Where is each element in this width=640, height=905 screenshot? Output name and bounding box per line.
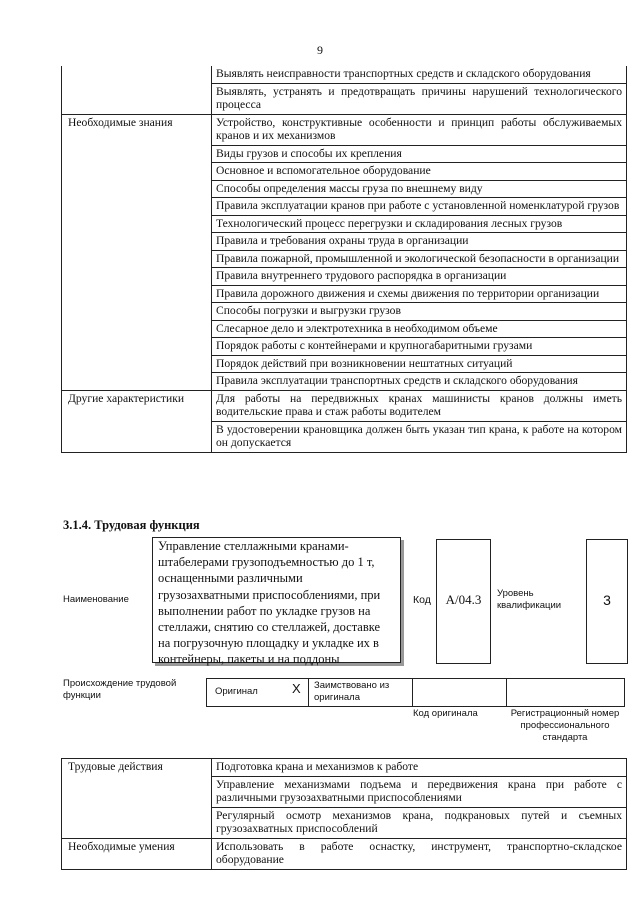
table-cell: Виды грузов и способы их крепления <box>212 145 627 163</box>
origin-box <box>206 678 625 707</box>
table-cell: Регулярный осмотр механизмов крана, подкрановых путей и съемных грузозахватных приспособлений <box>212 807 627 838</box>
table-row <box>62 114 627 145</box>
table-cell: Управление механизмами подъема и передвижения крана при работе с различными грузозахватными приспособлениями <box>212 776 627 807</box>
level-label: Уровень квалификации <box>497 588 562 611</box>
table-cell: В удостоверении крановщика должен быть указан тип крана, к работе на котором он допускается <box>212 421 627 452</box>
original-mark: X <box>292 681 301 696</box>
row-label-actions: Трудовые действия <box>62 759 212 839</box>
section-heading: 3.1.4. Трудовая функция <box>63 518 200 532</box>
page-number: 9 <box>317 43 323 57</box>
reg-number-caption: Регистрационный номер профессионального стандарта <box>510 708 620 743</box>
table-cell: Использовать в работе оснастку, инструмент, транспортно-складское оборудование <box>212 838 627 869</box>
table-row <box>62 390 627 421</box>
function-name: Управление стеллажными кранами-штабелерами грузоподъемностью до 1 т, оснащенными различными грузозахватными приспособлениями, при выполнении работ по укладке грузов на стеллажи, снятию со стеллажей, доставке на погрузочную площадку и укладке их в контейнеры, пакеты и на поддоны <box>158 539 381 667</box>
actions-table <box>61 758 627 870</box>
code-label: Код <box>413 594 431 606</box>
level-value: 3 <box>603 592 611 608</box>
table-cell: Правила и требования охраны труда в организации <box>212 233 627 251</box>
code-original-caption: Код оригинала <box>413 708 478 719</box>
table-cell: Порядок действий при возникновении нештатных ситуаций <box>212 355 627 373</box>
table-cell: Для работы на передвижных кранах машинисты кранов должны иметь водительские права и стаж работы водителем <box>212 390 627 421</box>
table-cell: Способы определения массы груза по внешнему виду <box>212 180 627 198</box>
knowledge-table <box>61 66 627 453</box>
table-cell: Способы погрузки и выгрузки грузов <box>212 303 627 321</box>
table-cell: Правила внутреннего трудового распорядка в организации <box>212 268 627 286</box>
table-cell: Правила дорожного движения и схемы движения по территории организации <box>212 285 627 303</box>
code-value: A/04.3 <box>445 592 482 607</box>
table-cell: Правила эксплуатации кранов при работе с установленной номенклатурой грузов <box>212 198 627 216</box>
divider <box>506 678 507 707</box>
row-label-knowledge: Необходимые знания <box>62 114 212 390</box>
table-row <box>62 66 627 83</box>
name-label: Наименование <box>63 594 129 605</box>
row-label-skills: Необходимые умения <box>62 838 212 869</box>
table-cell: Подготовка крана и механизмов к работе <box>212 759 627 777</box>
table-cell: Правила эксплуатации транспортных средств и складского оборудования <box>212 373 627 391</box>
table-cell: Слесарное дело и электротехника в необходимом объеме <box>212 320 627 338</box>
row-label <box>62 66 212 114</box>
borrowed-label: Заимствовано из оригинала <box>314 680 390 703</box>
table-row <box>62 838 627 869</box>
table-cell: Выявлять неисправности транспортных средств и складского оборудования <box>212 66 627 83</box>
table-cell: Основное и вспомогательное оборудование <box>212 163 627 181</box>
divider <box>412 678 413 707</box>
table-cell: Выявлять, устранять и предотвращать причины нарушений технологического процесса <box>212 83 627 114</box>
table-cell: Технологический процесс перегрузки и складирования лесных грузов <box>212 215 627 233</box>
divider <box>308 678 309 707</box>
table-row <box>62 759 627 777</box>
table-cell: Устройство, конструктивные особенности и принцип работы обслуживаемых кранов и их механизмов <box>212 114 627 145</box>
table-cell: Порядок работы с контейнерами и крупногабаритными грузами <box>212 338 627 356</box>
row-label-other: Другие характеристики <box>62 390 212 452</box>
original-label: Оригинал <box>215 686 258 697</box>
table-cell: Правила пожарной, промышленной и экологической безопасности в организации <box>212 250 627 268</box>
origin-label: Происхождение трудовой функции <box>63 678 177 701</box>
